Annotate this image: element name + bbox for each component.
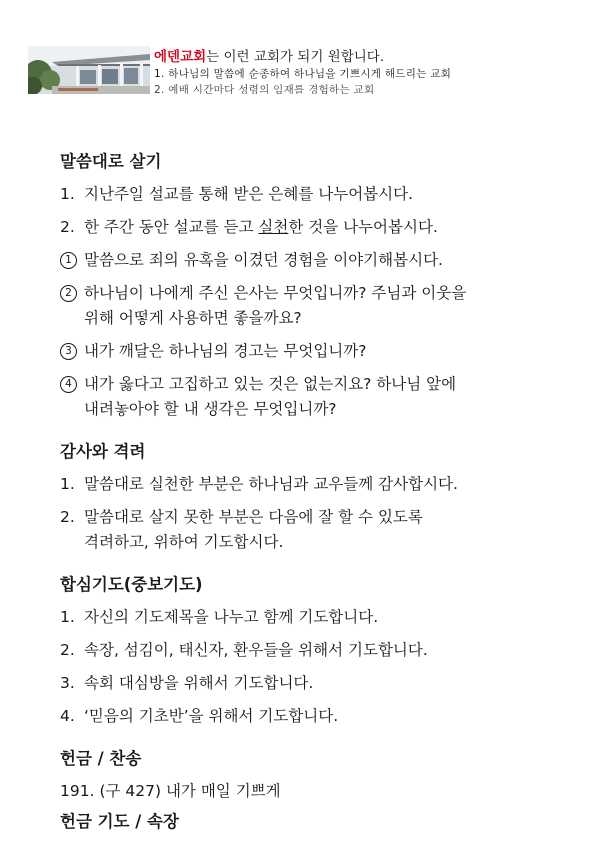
question-text bbox=[84, 281, 580, 331]
section-title-thanks: 감사와 격려 bbox=[60, 442, 146, 461]
item-text: 지난주일 설교를 통해 받은 은혜를 나누어봅시다. bbox=[84, 185, 414, 203]
item-text-post: 한 것을 나누어봅시다. bbox=[288, 218, 438, 236]
list-item bbox=[60, 182, 580, 207]
item-line: 격려하고, 위하여 기도합시다. bbox=[84, 533, 284, 551]
item-line: 말씀대로 살지 못한 부분은 다음에 잘 할 수 있도록 bbox=[84, 508, 423, 526]
item-text: 속회 대심방을 위해서 기도합니다. bbox=[84, 674, 314, 692]
list-item bbox=[60, 671, 580, 696]
question-text bbox=[84, 372, 580, 422]
item-text-pre: 한 주간 동안 설교를 듣고 bbox=[84, 218, 259, 236]
item-number: 2. bbox=[60, 641, 75, 659]
section-title-prayer: 합심기도(중보기도) bbox=[60, 575, 203, 594]
item-text: ‘믿음의 기초반’을 위해서 기도합니다. bbox=[84, 707, 339, 725]
hymn-line: 191. (구 427) 내가 매일 기쁘게 bbox=[60, 782, 281, 800]
circled-number: 1 bbox=[60, 252, 77, 269]
list-item bbox=[60, 638, 580, 663]
question-marker bbox=[60, 281, 84, 331]
list-item bbox=[60, 704, 580, 729]
list-item bbox=[60, 472, 580, 497]
item-number: 2. bbox=[60, 218, 75, 236]
list-item bbox=[60, 215, 580, 240]
question-marker bbox=[60, 339, 84, 364]
header-banner bbox=[28, 46, 578, 94]
vision-line-2: 2. 예배 시간마다 성령의 임재를 경험하는 교회 bbox=[154, 84, 375, 94]
underlined-word: 실천 bbox=[258, 218, 289, 236]
item-number: 2. bbox=[60, 508, 75, 526]
church-photo bbox=[28, 46, 150, 94]
item-number: 3. bbox=[60, 674, 75, 692]
question-item bbox=[60, 281, 580, 331]
vision-line-1: 1. 하나님의 말씀에 순종하여 하나님을 기쁘시게 해드리는 교회 bbox=[154, 68, 452, 80]
question-item bbox=[60, 339, 580, 364]
question-marker bbox=[60, 248, 84, 273]
question-item bbox=[60, 248, 580, 273]
section-title-offering: 헌금 / 찬송 bbox=[60, 749, 142, 768]
section-title-offering-prayer: 헌금 기도 / 속장 bbox=[60, 812, 179, 831]
question-text: 말씀으로 죄의 유혹을 이겼던 경험을 이야기해봅시다. bbox=[84, 251, 443, 269]
item-number: 1. bbox=[60, 475, 75, 493]
item-text: 속장, 섬김이, 태신자, 환우들을 위해서 기도합니다. bbox=[84, 641, 428, 659]
item-number: 4. bbox=[60, 707, 75, 725]
church-vision bbox=[154, 46, 578, 94]
list-item bbox=[60, 605, 580, 630]
question-line: 내가 옳다고 고집하고 있는 것은 없는지요? 하나님 앞에 bbox=[84, 375, 457, 393]
vision-title bbox=[154, 48, 578, 66]
section-title-live-word: 말씀대로 살기 bbox=[60, 152, 162, 171]
question-line: 하나님이 나에게 주신 은사는 무엇입니까? 주님과 이웃을 bbox=[84, 284, 467, 302]
item-text bbox=[84, 215, 580, 240]
item-number: 1. bbox=[60, 608, 75, 626]
item-text bbox=[84, 505, 580, 555]
question-marker bbox=[60, 372, 84, 422]
list-item bbox=[60, 505, 580, 555]
item-number: 1. bbox=[60, 185, 75, 203]
circled-number: 4 bbox=[60, 376, 77, 393]
vision-title-rest: 는 이런 교회가 되기 원합니다. bbox=[206, 49, 385, 65]
question-text: 내가 깨달은 하나님의 경고는 무엇입니까? bbox=[84, 342, 367, 360]
church-name: 에덴교회 bbox=[154, 49, 207, 65]
circled-number: 2 bbox=[60, 285, 77, 302]
question-line: 내려놓아야 할 내 생각은 무엇입니까? bbox=[84, 400, 337, 418]
question-item bbox=[60, 372, 580, 422]
item-text: 자신의 기도제목을 나누고 함께 기도합니다. bbox=[84, 608, 379, 626]
question-line: 위해 어떻게 사용하면 좋을까요? bbox=[84, 309, 302, 327]
circled-number: 3 bbox=[60, 343, 77, 360]
item-text: 말씀대로 실천한 부분은 하나님과 교우들께 감사합시다. bbox=[84, 475, 458, 493]
cell-group-guide bbox=[60, 150, 580, 842]
